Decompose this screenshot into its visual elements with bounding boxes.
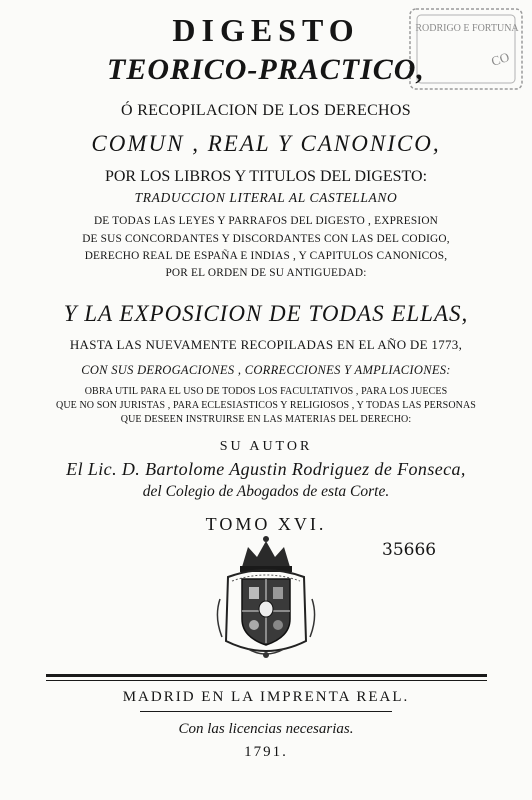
title-teorico-practico: TEORICO-PRACTICO, xyxy=(107,53,425,86)
exposicion-line-1: HASTA LAS NUEVAMENTE RECOPILADAS EN EL AÑO DE 1773, xyxy=(69,337,463,352)
exposicion-line-2: CON SUS DEROGACIONES , CORRECCIONES Y AMPLIACIONES: xyxy=(81,363,451,377)
imprint-rule-top xyxy=(46,674,487,677)
translation-line-4: POR EL ORDEN DE SU ANTIGUEDAD: xyxy=(165,267,367,279)
imprint-place: MADRID EN LA IMPRENTA REAL. xyxy=(122,689,410,705)
translation-line-2: DE SUS CONCORDANTES Y DISCORDANTES CON LAS DEL CODIGO, xyxy=(82,233,450,245)
subtitle-recopilacion: Ó RECOPILACION DE LOS DERECHOS xyxy=(121,102,411,119)
translation-line-1: DE TODAS LAS LEYES Y PARRAFOS DEL DIGESTO , EXPRESION xyxy=(93,215,439,227)
imprint-licence: Con las licencias necesarias. xyxy=(178,721,354,737)
catalog-number: 35666 xyxy=(382,540,437,560)
imprint-year: 1791. xyxy=(244,744,288,760)
author-affiliation: del Colegio de Abogados de esta Corte. xyxy=(142,483,390,500)
subtitle-derechos: COMUN , REAL Y CANONICO, xyxy=(91,131,441,156)
stamp-side-text: CO xyxy=(489,49,512,69)
stamp-top-text: RODRIGO E FORTUNA xyxy=(415,23,519,34)
obra-line-3: QUE DESEEN INSTRUIRSE EN LAS MATERIAS DEL DERECHO: xyxy=(120,414,412,425)
title-digesto: DIGESTO xyxy=(172,12,360,48)
author-label: SU AUTOR xyxy=(219,439,313,454)
subtitle-libros: POR LOS LIBROS Y TITULOS DEL DIGESTO: xyxy=(104,168,428,185)
imprint-rule-thin xyxy=(46,680,487,681)
translation-heading: TRADUCCION LITERAL AL CASTELLANO xyxy=(134,190,398,205)
coat-of-arms-icon xyxy=(208,533,324,663)
obra-line-1: OBRA UTIL PARA EL USO DE TODOS LOS FACULTATIVOS , PARA LOS JUECES xyxy=(84,386,448,397)
imprint-rule-bottom xyxy=(140,711,392,712)
exposicion-heading: Y LA EXPOSICION DE TODAS ELLAS, xyxy=(63,301,469,326)
obra-line-2: QUE NO SON JURISTAS , PARA ECLESIASTICOS Y RELIGIOSOS , Y TODAS LAS PERSONAS xyxy=(56,400,476,411)
author-name: El Lic. D. Bartolome Agustin Rodriguez de Fonseca, xyxy=(66,459,466,479)
translation-line-3: DERECHO REAL DE ESPAÑA E INDIAS , Y CAPITULOS CANONICOS, xyxy=(84,250,448,262)
volume-label: TOMO XVI. xyxy=(205,514,327,534)
